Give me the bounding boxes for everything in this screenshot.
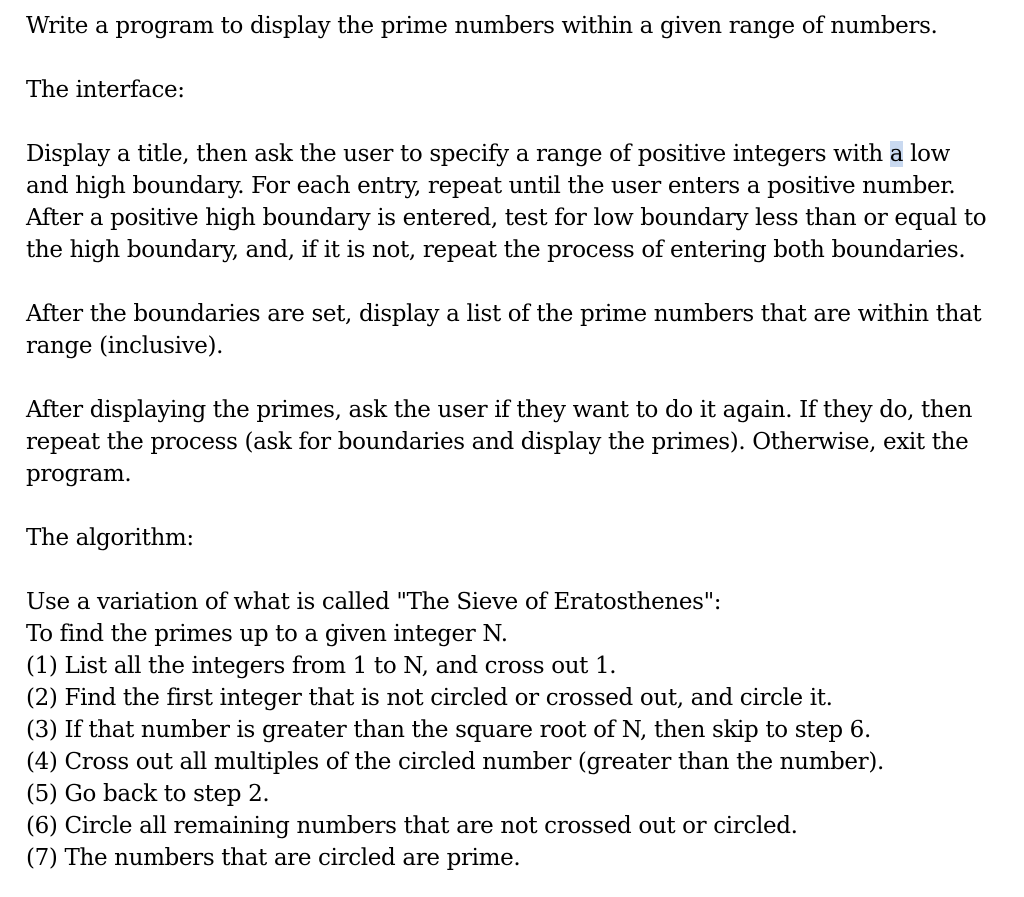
again-para-line-1: After displaying the primes, ask the user if they want to do it again. If they do, then [26, 397, 973, 423]
algorithm-step-2: (2) Find the first integer that is not circled or crossed out, and circle it. [26, 685, 833, 711]
algorithm-heading: The algorithm: [26, 525, 194, 551]
highlighted-word: a [889, 141, 904, 167]
interface-para-line-1 [26, 138, 1016, 170]
again-para-line-2: repeat the process (ask for boundaries and display the primes). Otherwise, exit the [26, 429, 969, 455]
spacer [26, 554, 1016, 586]
algorithm-step-4: (4) Cross out all multiples of the circled number (greater than the number). [26, 749, 884, 775]
display-para-line-1: After the boundaries are set, display a list of the prime numbers that are within that [26, 301, 982, 327]
interface-para-line-4: the high boundary, and, if it is not, repeat the process of entering both boundaries. [26, 237, 966, 263]
algorithm-goal: To find the primes up to a given integer N. [26, 621, 508, 647]
interface-para-line-1-post: low [903, 141, 950, 167]
display-para-line-2: range (inclusive). [26, 333, 224, 359]
algorithm-step-7: (7) The numbers that are circled are prime. [26, 845, 521, 871]
spacer [26, 106, 1016, 138]
interface-para-line-1-pre: Display a title, then ask the user to specify a range of positive integers with [26, 141, 890, 167]
algorithm-step-3: (3) If that number is greater than the square root of N, then skip to step 6. [26, 717, 871, 743]
algorithm-step-1: (1) List all the integers from 1 to N, and cross out 1. [26, 653, 617, 679]
algorithm-step-5: (5) Go back to step 2. [26, 781, 270, 807]
again-para-line-3: program. [26, 461, 132, 487]
interface-para-line-2: and high boundary. For each entry, repeat until the user enters a positive number. [26, 173, 956, 199]
algorithm-step-6: (6) Circle all remaining numbers that are not crossed out or circled. [26, 813, 798, 839]
spacer [26, 42, 1016, 74]
interface-heading: The interface: [26, 77, 185, 103]
spacer [26, 266, 1016, 298]
spacer [26, 490, 1016, 522]
algorithm-intro: Use a variation of what is called "The Sieve of Eratosthenes": [26, 589, 722, 615]
spacer [26, 362, 1016, 394]
intro-text: Write a program to display the prime numbers within a given range of numbers. [26, 13, 938, 39]
interface-para-line-3: After a positive high boundary is entered, test for low boundary less than or equal to [26, 205, 987, 231]
document [26, 10, 1016, 874]
